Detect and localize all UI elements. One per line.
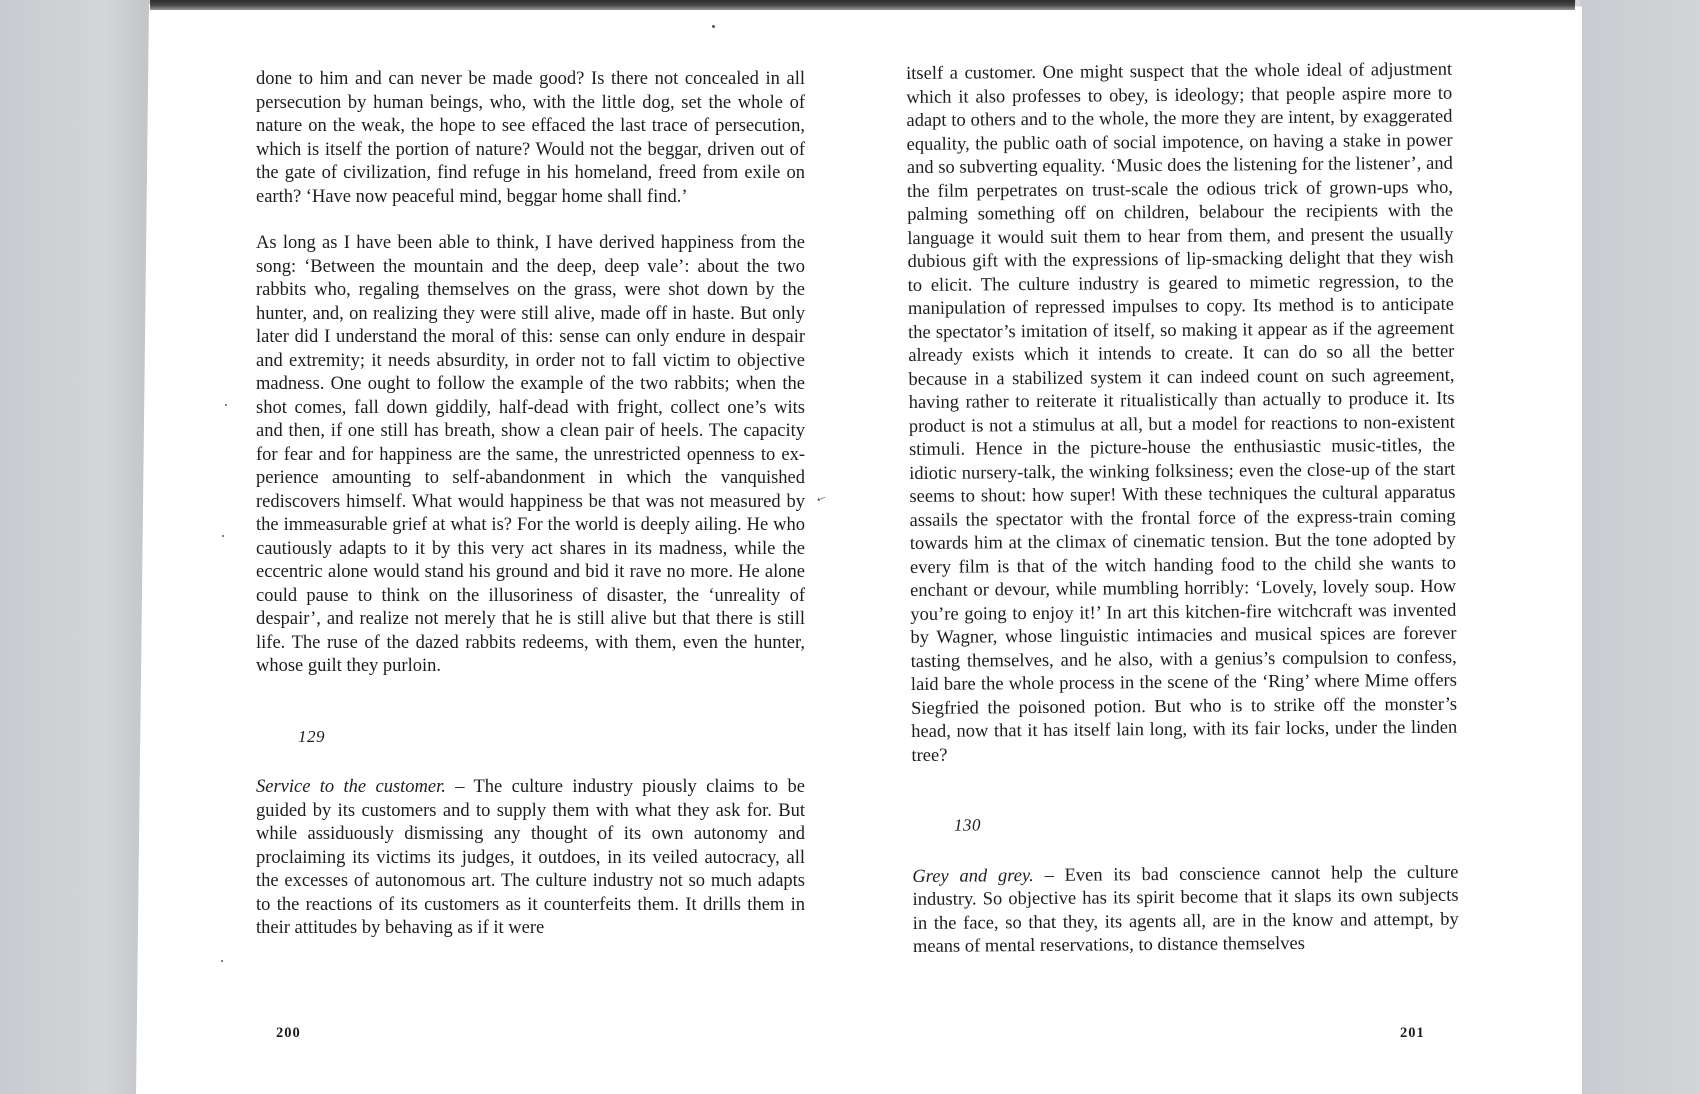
section-129-text: – The culture industry piously claims to be guided by its customers and to supply them with what they ask for. But while assiduously dismissing any thought of its own autonomy and proclaiming its victims its judges, it outdoes, in its veiled autocracy, all the excesses of autonomous art. The culture industry not so much adapts to the reactions of its customers as it counterfeits them. It drills them in their attitudes by behaving as if it were: [256, 777, 805, 938]
section-129-body: [256, 776, 805, 941]
page-number-left: 200: [276, 1025, 301, 1041]
scan-speck: [222, 535, 224, 537]
page-number-right: 201: [1400, 1025, 1425, 1041]
section-130-body: [912, 861, 1459, 959]
section-number-130: 130: [953, 815, 982, 835]
scanner-bed-right: [1580, 0, 1700, 1094]
left-page-column: [256, 68, 805, 941]
scan-speck: [712, 25, 715, 28]
scan-speck: [221, 960, 223, 962]
scan-speck: [225, 404, 227, 406]
section-number-129: 129: [298, 726, 325, 746]
margin-pencil-mark: ←: [811, 488, 830, 507]
section-130-title: Grey and grey.: [912, 865, 1034, 887]
left-paragraph-1: done to him and can never be made good? Is there not concealed in all persecution by human beings, who, with the little dog, set the whole of nature on the weak, the hope to see effaced the last trace of persecution, which is itself the portion of nature? Would not the beggar, driven out of the gate of civilization, find refuge in his homeland, freed from exile on earth? ‘Have now peaceful mind, beggar home shall find.’: [256, 69, 805, 207]
section-130-text: – Even its bad conscience cannot help the culture industry. So objective has its spirit become that it slaps its own subjects in the face, so that they, its agents all, are in the know and attempt, by means of mental reservations, to distance themselves: [912, 862, 1459, 957]
right-page-column: [906, 59, 1459, 960]
left-paragraph-2: As long as I have been able to think, I have derived happiness from the song: ‘Between the mountain and the deep, deep vale’: about the two rabbits who, regaling themselves on the grass, were shot down by the hunter, and, on realizing they were still alive, made off in haste. But only later did I understand the moral of this: sense can only endure in despair and extremity; it needs absurdity, in order not to fall victim to objective madness. One ought to follow the example of the two rabbits; when the shot comes, fall down giddily, half-dead with fright, collect one’s wits and then, if one still has breath, show a clean pair of heels. The capacity for fear and for happiness are the same, the unrestricted openness to experience amounting to self-abandonment in which the vanquished rediscovers himself. What would happiness be that was not measured by the immeasurable grief at what is? For the world is deeply ailing. He who cautiously adapts to it by this very act shares in its madness, while the eccentric alone would stand his ground and bid it rave no more. He alone could pause to think on the illusoriness of disaster, the ‘unreality of despair’, and realize not merely that he is still alive but that there is still life. The ruse of the dazed rabbits redeems, with them, even the hunter, whose guilt they purloin.: [256, 233, 805, 676]
right-paragraph-1: itself a customer. One might suspect that the whole ideal of adjustment which it also professes to obey, is ideology; that people aspire more to adapt to others and to the whole, the more they are intent, by exaggerated equality, the public oath of social impotence, on having a stake in power and so subverting equality. ‘Music does the listening for the listener’, and the film perpetrates on trust-scale the odious trick of grown-ups who, palming something off on children, belabour the recipients with the language it would suit them to hear from them, and present the usually dubious gift with the expressions of lip-smacking delight that they wish to elicit. The culture industry is geared to mimetic regression, to the manipulation of repressed impulses to copy. Its method is to anticipate the spectator’s imitation of itself, so making it appear as if the agreement already exists which it intends to create. It can do so all the better because in a stabilized system it can indeed count on such agreement, having rather to reiterate it ritualistically than actually to produce it. Its product is not a stimulus at all, but a model for reactions to non-existent stimuli. Hence in the picture-house the enthusiastic music-titles, the idiotic nursery-talk, the winking folksiness; even the close-up of the start seems to shout: how super! With these techniques the cultural apparatus assails the spectator with the frontal force of the express-train coming towards him at the climax of cinematic tension. But the tone adopted by every film is that of the witch handing food to the child she wants to enchant or devour, while mumbling horribly: ‘Lovely, lovely soup. How you’re going to enjoy it!’ In art this kitchen-fire witchcraft was invented by Wagner, whose linguistic intimacies and musical spices are forever tasting themselves, and he also, with a genius’s compulsion to confess, laid bare the whole process in the scene of the ‘Ring’ where Mime offers Siegfried the poisoned potion. But who is to strike off the monster’s head, now that it has itself lain long, with its fair locks, under the linden tree?: [906, 59, 1458, 766]
section-129-title: Service to the customer.: [256, 777, 446, 797]
page-top-edge-shadow: [150, 0, 1575, 10]
scanner-bed-left: [0, 0, 150, 1094]
